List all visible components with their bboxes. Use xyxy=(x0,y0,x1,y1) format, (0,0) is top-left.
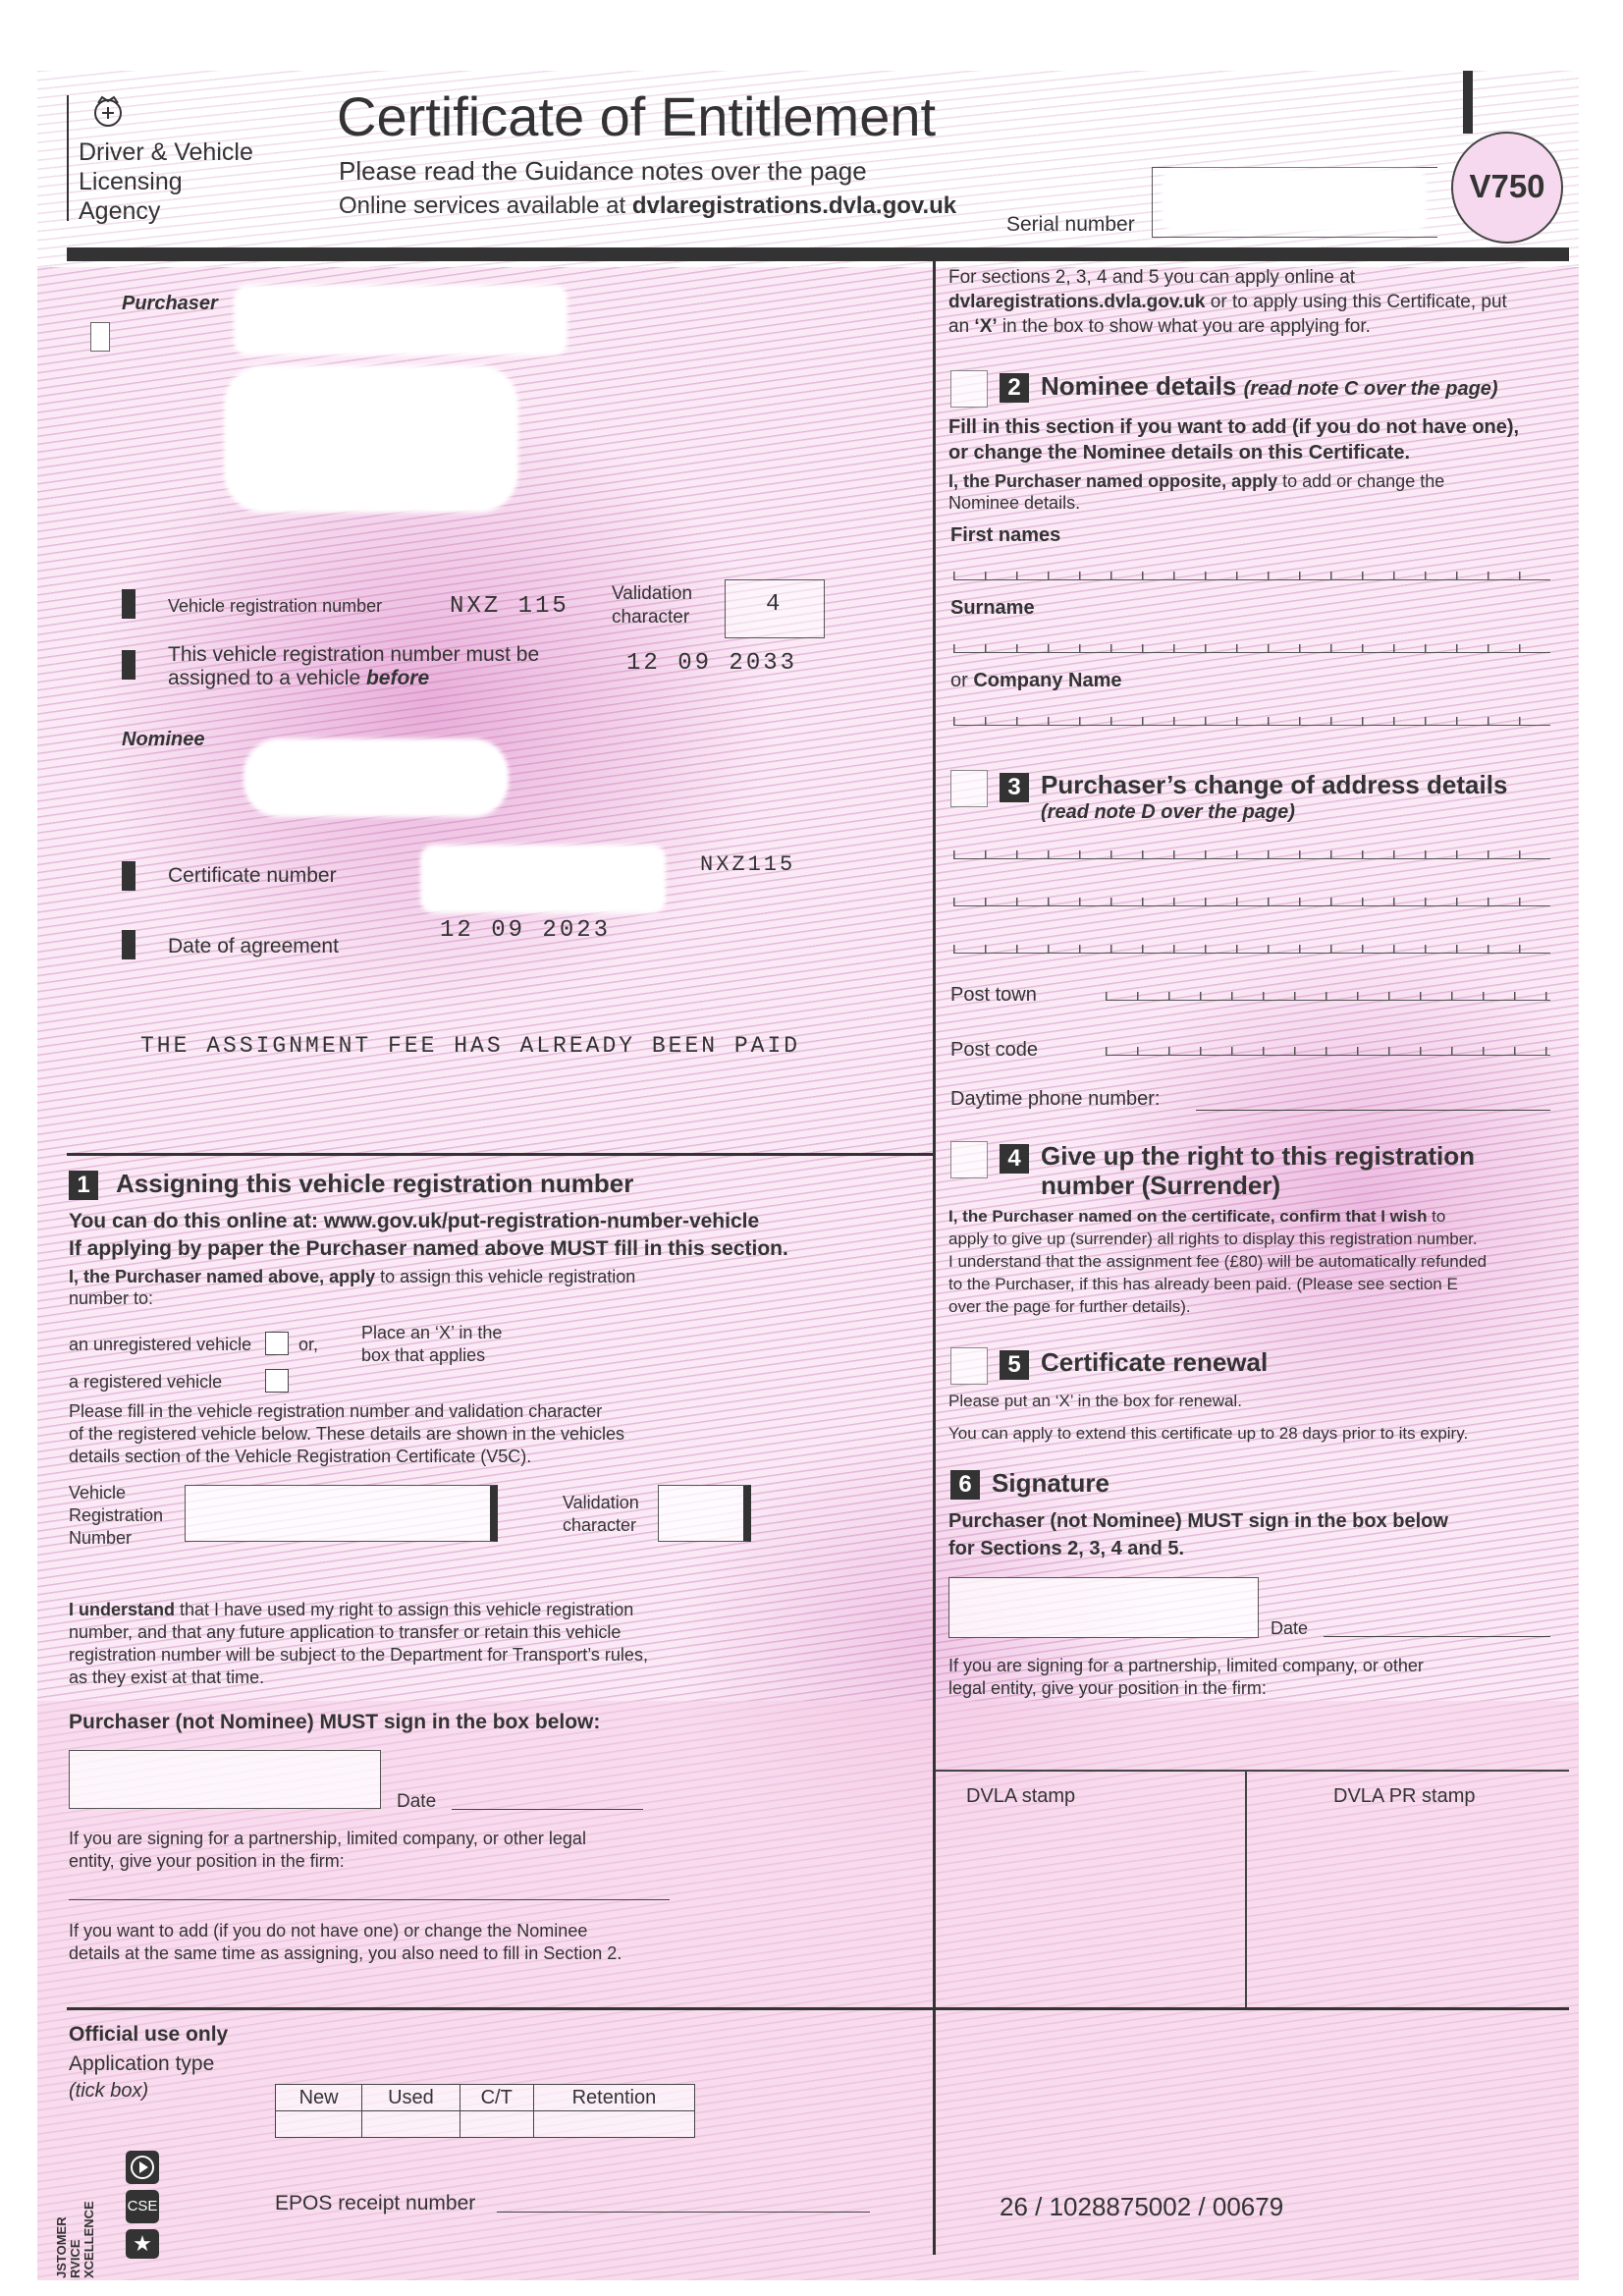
section-2-fill-1: Fill in this section if you want to add (if you do not have one), xyxy=(948,416,1520,438)
registered-vehicle-label: a registered vehicle xyxy=(69,1372,223,1392)
cse-text-2: RVICE xyxy=(68,2239,82,2278)
column-retention: Retention xyxy=(533,2085,694,2111)
vrn-value: NXZ 115 xyxy=(450,593,569,620)
section-6-title: Signature xyxy=(992,1468,1109,1498)
section-2-apply-bold: I, the Purchaser named opposite, apply xyxy=(948,471,1278,491)
section-2-apply-line xyxy=(948,471,1444,492)
application-type-table xyxy=(275,2084,695,2138)
section-2-number: 2 xyxy=(1000,373,1029,403)
right-intro-line-2 xyxy=(948,292,1507,313)
section-1-paper: If applying by paper the Purchaser named above MUST fill in this section. xyxy=(69,1237,788,1260)
understand-line-2: number, and that any future application to transfer or retain this vehicle xyxy=(69,1622,622,1642)
section-4-line-1 xyxy=(948,1207,1445,1227)
section-1-position-line[interactable] xyxy=(69,1899,670,1900)
unregistered-vehicle-label: an unregistered vehicle xyxy=(69,1335,252,1354)
cse-text xyxy=(55,2170,124,2278)
agency-name-line-1: Driver & Vehicle xyxy=(79,138,253,166)
vrn-bullet xyxy=(122,589,135,619)
official-rule xyxy=(67,2007,1569,2010)
section-6-date-label: Date xyxy=(1271,1618,1309,1638)
page-title: Certificate of Entitlement xyxy=(337,85,937,147)
validation-field-label-2: character xyxy=(563,1515,637,1535)
section-1-date-line[interactable] xyxy=(452,1809,643,1810)
surname-label: Surname xyxy=(950,597,1035,619)
cse-logo xyxy=(54,2151,163,2278)
nominee-label: Nominee xyxy=(122,729,205,750)
section-5-tickbox[interactable] xyxy=(950,1347,988,1385)
section-2-apply-line-2: Nominee details. xyxy=(948,493,1081,513)
section-1-number: 1 xyxy=(69,1171,98,1200)
certificate-page xyxy=(37,71,1579,2280)
section-1-apply-bold: I, the Purchaser named above, apply xyxy=(69,1267,376,1286)
validation-field-label-1: Validation xyxy=(563,1493,639,1512)
vrn-field-label-2: Registration xyxy=(69,1505,164,1525)
validation-label-2: character xyxy=(612,607,690,628)
right-intro-line-1: For sections 2, 3, 4 and 5 you can apply online at xyxy=(948,267,1356,288)
column-ct: C/T xyxy=(460,2085,533,2111)
section-4-line-4: to the Purchaser, if this has already been paid. (Please see section E xyxy=(948,1275,1458,1293)
understand-text-1: that I have used my right to assign this vehicle registration xyxy=(175,1600,634,1619)
section-1-apply-rest: to assign this vehicle registration xyxy=(375,1267,636,1286)
fill-in-line-2: of the registered vehicle below. These details are shown in the vehicles xyxy=(69,1424,624,1444)
purchaser-redaction-1 xyxy=(234,285,568,355)
validation-label-1: Validation xyxy=(612,583,693,604)
certificate-number-redaction xyxy=(420,845,666,913)
agreement-date-bullet xyxy=(122,930,135,959)
first-names-input[interactable] xyxy=(953,560,1550,580)
place-x-line-2: box that applies xyxy=(361,1345,486,1365)
epos-label: EPOS receipt number xyxy=(275,2192,476,2214)
cse-text-1: JSTOMER xyxy=(54,2216,69,2278)
section-1-online: You can do this online at: www.gov.uk/put-registration-number-vehicle xyxy=(69,1210,760,1232)
vrn-label: Vehicle registration number xyxy=(168,596,383,616)
section-4-number: 4 xyxy=(1000,1144,1029,1174)
right-intro-a: an xyxy=(948,316,975,337)
fill-in-line-3: details section of the Vehicle Registration Certificate (V5C). xyxy=(69,1447,532,1466)
agreement-date-value: 12 09 2023 xyxy=(440,917,612,944)
address-line-2-input[interactable] xyxy=(953,886,1550,906)
tick-box-label: (tick box) xyxy=(69,2080,149,2102)
section-1-sign-label: Purchaser (not Nominee) MUST sign in the box below: xyxy=(69,1711,601,1733)
section-4-line-1-rest: to xyxy=(1427,1207,1446,1226)
star-icon: ★ xyxy=(126,2229,159,2259)
online-services-url: dvlaregistrations.dvla.gov.uk xyxy=(631,192,957,219)
section-1-nominee-note-1: If you want to add (if you do not have one) or change the Nominee xyxy=(69,1921,588,1941)
post-code-input[interactable] xyxy=(1106,1035,1550,1056)
understand-bold: I understand xyxy=(69,1600,176,1619)
certificate-number-bullet xyxy=(122,861,135,891)
official-use-title: Official use only xyxy=(69,2023,229,2046)
assign-before-emphasis: before xyxy=(365,667,430,689)
header-rule xyxy=(67,247,1569,261)
form-code: V750 xyxy=(1469,168,1545,204)
vrn-input[interactable] xyxy=(185,1485,498,1542)
purchaser-marker xyxy=(90,322,110,352)
understand-line-4: as they exist at that time. xyxy=(69,1667,265,1687)
tick-retention[interactable] xyxy=(533,2111,694,2138)
application-type-label: Application type xyxy=(69,2052,215,2075)
company-name-prefix: or xyxy=(950,670,974,691)
fill-in-line-1: Please fill in the vehicle registration number and validation character xyxy=(69,1401,603,1421)
agreement-date-label: Date of agreement xyxy=(168,935,339,957)
column-used: Used xyxy=(362,2085,460,2111)
section-1-nominee-note-2: details at the same time as assigning, you also need to fill in Section 2. xyxy=(69,1943,622,1963)
understand-line-3: registration number will be subject to the Department for Transport’s rules, xyxy=(69,1645,648,1665)
understand-line-1 xyxy=(69,1600,633,1620)
validation-input[interactable] xyxy=(658,1485,751,1542)
or-label: or, xyxy=(298,1335,319,1354)
column-new: New xyxy=(276,2085,362,2111)
application-type-header-row xyxy=(276,2085,695,2111)
online-services-prefix: Online services available at xyxy=(339,192,632,219)
assign-before-date: 12 09 2033 xyxy=(626,650,798,677)
cse-badge xyxy=(126,2190,159,2223)
purchaser-redaction-2 xyxy=(224,365,518,513)
section-2-tickbox[interactable] xyxy=(950,370,988,408)
right-intro-c: in the box to show what you are applying for. xyxy=(997,316,1371,337)
section-1-partner-line-2: entity, give your position in the firm: xyxy=(69,1851,345,1871)
tick-ct[interactable] xyxy=(460,2111,533,2138)
section-1-date-label: Date xyxy=(397,1791,437,1812)
section-1-signature-box[interactable] xyxy=(69,1750,381,1809)
cse-text-3: XCELLENCE xyxy=(81,2201,96,2278)
first-names-label: First names xyxy=(950,524,1061,546)
section-6-line-1: Purchaser (not Nominee) MUST sign in the box below xyxy=(948,1510,1448,1532)
address-line-3-input[interactable] xyxy=(953,933,1550,954)
left-section-rule xyxy=(67,1153,933,1156)
play-icon xyxy=(126,2151,159,2184)
section-5-line-2: You can apply to extend this certificate up to 28 days prior to its expiry. xyxy=(948,1424,1469,1443)
cse-badge-text: CSE xyxy=(127,2198,158,2214)
section-3-number: 3 xyxy=(1000,773,1029,802)
form-code-badge xyxy=(1451,132,1563,244)
certificate-number-value: NXZ115 xyxy=(700,852,796,877)
place-x-line-1: Place an ‘X’ in the xyxy=(361,1323,503,1342)
section-2-fill-2: or change the Nominee details on this Certificate. xyxy=(948,442,1411,464)
header-corner-mark xyxy=(1463,71,1473,134)
serial-number-label: Serial number xyxy=(1006,213,1135,236)
daytime-phone-line[interactable] xyxy=(1196,1110,1550,1111)
registered-vehicle-checkbox[interactable] xyxy=(265,1369,289,1393)
section-5-line-1: Please put an ‘X’ in the box for renewal. xyxy=(948,1392,1242,1410)
section-6-signature-box[interactable] xyxy=(948,1577,1259,1638)
assign-before-bullet xyxy=(122,650,135,680)
footer-reference: 26 / 1028875002 / 00679 xyxy=(1000,2192,1284,2221)
section-4-line-5: over the page for further details). xyxy=(948,1297,1191,1316)
page-subtitle: Please read the Guidance notes over the page xyxy=(339,156,867,186)
section-6-line-2: for Sections 2, 3, 4 and 5. xyxy=(948,1538,1185,1559)
post-code-label: Post code xyxy=(950,1039,1038,1061)
section-6-date-line[interactable] xyxy=(1324,1636,1550,1637)
section-4-line-3: I understand that the assignment fee (£80) will be automatically refunded xyxy=(948,1252,1488,1271)
epos-line[interactable] xyxy=(497,2212,870,2213)
section-5-title: Certificate renewal xyxy=(1041,1347,1269,1377)
right-intro-line-3 xyxy=(948,316,1371,338)
section-1-apply-line-2: number to: xyxy=(69,1288,154,1308)
section-5-number: 5 xyxy=(1000,1350,1029,1380)
stamps-divider xyxy=(1245,1770,1247,2007)
crest-icon xyxy=(88,95,128,131)
section-3-note: (read note D over the page) xyxy=(1041,801,1295,823)
fee-notice: THE ASSIGNMENT FEE HAS ALREADY BEEN PAID xyxy=(140,1033,801,1059)
nominee-redaction xyxy=(243,738,509,817)
section-3-tickbox[interactable] xyxy=(950,770,988,807)
section-4-title-1: Give up the right to this registration xyxy=(1041,1141,1476,1171)
tick-used[interactable] xyxy=(362,2111,460,2138)
assign-before-line-1: This vehicle registration number must be xyxy=(168,643,540,666)
section-6-partner-1: If you are signing for a partnership, limited company, or other xyxy=(948,1656,1424,1675)
column-divider xyxy=(933,261,936,2255)
stamps-rule xyxy=(936,1770,1569,1772)
unregistered-vehicle-checkbox[interactable] xyxy=(265,1332,289,1355)
company-name-input[interactable] xyxy=(953,705,1550,726)
post-town-label: Post town xyxy=(950,984,1037,1006)
company-name-text: Company Name xyxy=(973,670,1122,691)
vrn-field-label-3: Number xyxy=(69,1528,133,1548)
validation-value: 4 xyxy=(766,591,784,618)
right-intro-x: ‘X’ xyxy=(974,316,998,337)
section-4-title-2: number (Surrender) xyxy=(1041,1171,1281,1200)
section-2-note: (read note C over the page) xyxy=(1243,378,1498,400)
company-name-label xyxy=(950,670,1122,692)
section-3-title: Purchaser’s change of address details xyxy=(1041,770,1508,799)
dvla-pr-stamp-label: DVLA PR stamp xyxy=(1333,1785,1476,1807)
right-intro-url: dvlaregistrations.dvla.gov.uk xyxy=(948,292,1206,312)
serial-number-redaction xyxy=(1162,169,1427,232)
section-2-title xyxy=(1041,371,1498,402)
vrn-field-label-1: Vehicle xyxy=(69,1483,127,1503)
section-2-title-text: Nominee details xyxy=(1041,371,1237,401)
surname-input[interactable] xyxy=(953,632,1550,653)
assign-before-text: assigned to a vehicle xyxy=(168,667,366,689)
dvla-stamp-label: DVLA stamp xyxy=(966,1785,1076,1807)
assign-before-line-2 xyxy=(168,667,429,690)
section-2-apply-rest: to add or change the xyxy=(1277,471,1445,491)
section-4-line-2: apply to give up (surrender) all rights to display this registration number. xyxy=(948,1230,1478,1248)
online-services-line xyxy=(339,192,956,220)
right-intro-rest: or to apply using this Certificate, put xyxy=(1205,292,1507,312)
section-1-apply-line xyxy=(69,1267,635,1287)
section-4-line-1-bold: I, the Purchaser named on the certificate, confirm that I wish xyxy=(948,1207,1428,1226)
section-1-title: Assigning this vehicle registration number xyxy=(116,1169,634,1198)
agency-name-line-2: Licensing xyxy=(79,168,183,195)
tick-new[interactable] xyxy=(276,2111,362,2138)
agency-logo xyxy=(67,95,253,225)
certificate-number-label: Certificate number xyxy=(168,864,337,887)
logo-rule xyxy=(67,95,69,221)
section-6-partner-2: legal entity, give your position in the firm: xyxy=(948,1678,1267,1698)
purchaser-label: Purchaser xyxy=(122,293,218,314)
post-town-input[interactable] xyxy=(1106,980,1550,1001)
application-type-tick-row xyxy=(276,2111,695,2138)
section-6-number: 6 xyxy=(950,1470,980,1500)
section-4-tickbox[interactable] xyxy=(950,1141,988,1178)
section-1-partner-line-1: If you are signing for a partnership, limited company, or other legal xyxy=(69,1829,586,1848)
agency-name-line-3: Agency xyxy=(79,197,161,225)
address-line-1-input[interactable] xyxy=(953,839,1550,859)
daytime-phone-label: Daytime phone number: xyxy=(950,1088,1161,1110)
